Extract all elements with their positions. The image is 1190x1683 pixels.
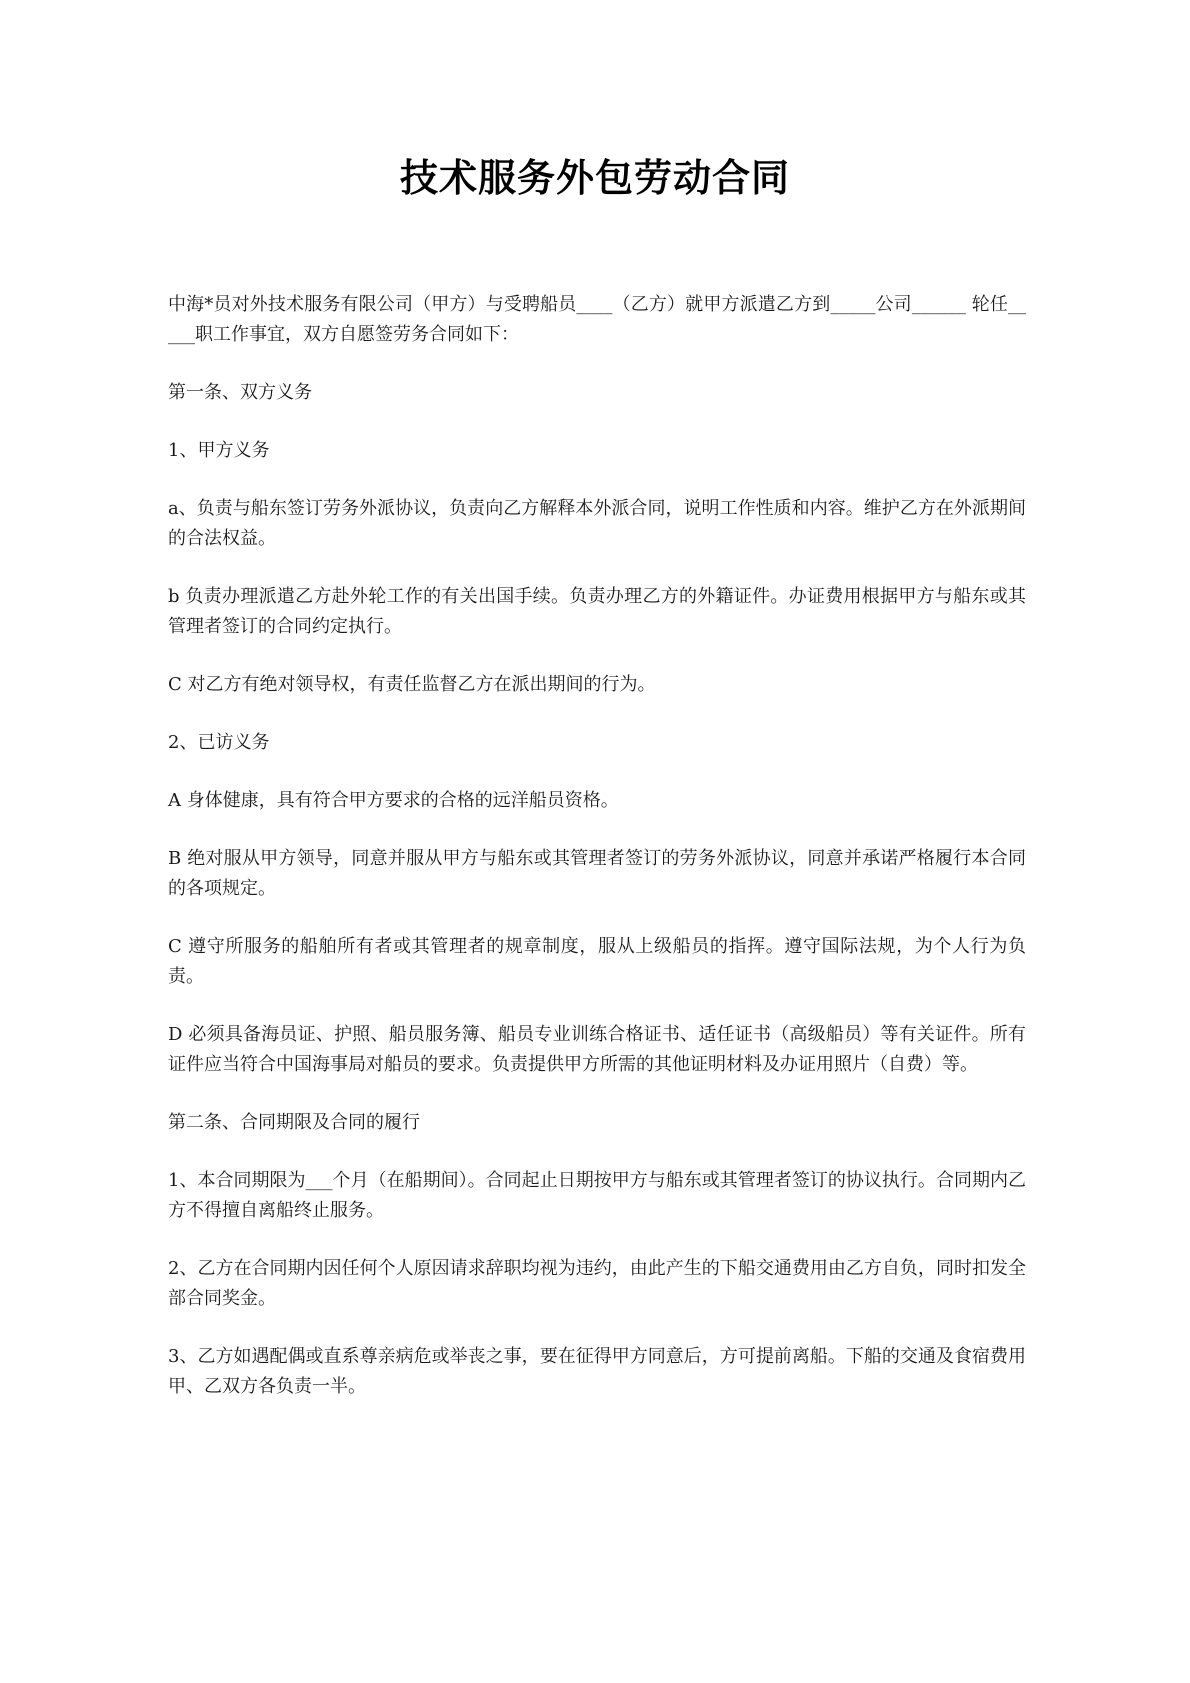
clause-2-1: 1、本合同期限为___个月（在船期间）。合同起止日期按甲方与船东或其管理者签订的协议执行。合同期内乙方不得擅自离船终止服务。 [168, 1170, 1026, 1221]
section-1-heading: 第一条、双方义务 [168, 382, 312, 403]
document-title: 技术服务外包劳动合同 [399, 156, 790, 200]
subsection-1-2-heading: 2、已访义务 [168, 732, 270, 753]
clause-2-3: 3、乙方如遇配偶或直系尊亲病危或举丧之事，要在征得甲方同意后，方可提前离船。下船的交通及食宿费用甲、乙双方各负责一半。 [168, 1346, 1026, 1397]
clause-1-2-c: C 遵守所服务的船舶所有者或其管理者的规章制度，服从上级船员的指挥。遵守国际法规，为个人行为负责。 [168, 936, 1026, 987]
clause-1-2-d: D 必须具备海员证、护照、船员服务簿、船员专业训练合格证书、适任证书（高级船员）等有关证件。所有证件应当符合中国海事局对船员的要求。负责提供甲方所需的其他证明材料及办证用照片（自费）等。 [168, 1024, 1026, 1075]
document-body [168, 290, 1026, 1430]
intro-paragraph: 中海*员对外技术服务有限公司（甲方）与受聘船员____（乙方）就甲方派遣乙方到_____公司______ 轮任_____职工作事宜，双方自愿签劳务合同如下： [168, 294, 1026, 345]
clause-1-1-a: a、负责与船东签订劳务外派协议，负责向乙方解释本外派合同，说明工作性质和内容。维护乙方在外派期间的合法权益。 [168, 498, 1026, 549]
section-2-heading: 第二条、合同期限及合同的履行 [168, 1112, 420, 1133]
clause-2-2: 2、乙方在合同期内因任何个人原因请求辞职均视为违约，由此产生的下船交通费用由乙方自负，同时扣发全部合同奖金。 [168, 1258, 1026, 1309]
clause-1-2-a: A 身体健康，具有符合甲方要求的合格的远洋船员资格。 [168, 790, 619, 811]
clause-1-2-b: B 绝对服从甲方领导，同意并服从甲方与船东或其管理者签订的劳务外派协议，同意并承诺严格履行本合同的各项规定。 [168, 848, 1026, 899]
clause-1-1-b: b 负责办理派遣乙方赴外轮工作的有关出国手续。负责办理乙方的外籍证件。办证费用根据甲方与船东或其管理者签订的合同约定执行。 [168, 586, 1026, 637]
clause-1-1-c: C 对乙方有绝对领导权，有责任监督乙方在派出期间的行为。 [168, 674, 656, 695]
subsection-1-1-heading: 1、甲方义务 [168, 440, 270, 461]
